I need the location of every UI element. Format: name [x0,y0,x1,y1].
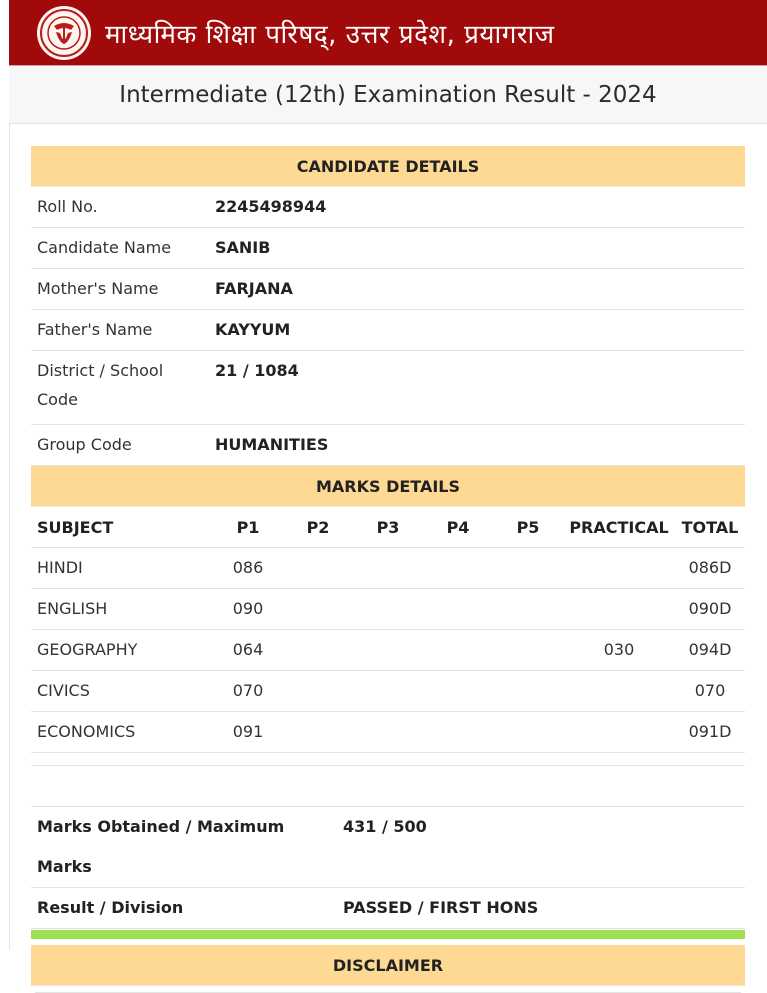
board-title: माध्यमिक शिक्षा परिषद्, उत्तर प्रदेश, प्रयागराज [105,19,555,50]
candidate-row-father [31,310,745,351]
marks-header-row [31,507,745,548]
marks-cell-total: 094D [675,630,745,671]
marks-cell-practical [563,548,675,589]
marks-table [31,507,745,753]
pass-status-bar [31,930,745,939]
candidate-row-district-school [31,351,745,425]
marks-cell-subject: GEOGRAPHY [31,630,213,671]
marks-cell-p1: 064 [213,630,283,671]
exam-title-bar [9,66,767,124]
candidate-row-mother [31,269,745,310]
candidate-name-label: Candidate Name [31,228,209,269]
marks-cell-total: 086D [675,548,745,589]
group-code-value: HUMANITIES [209,425,745,466]
marks-row-english [31,589,745,630]
marks-cell-practical [563,589,675,630]
marks-cell-total: 070 [675,671,745,712]
marks-cell-practical [563,671,675,712]
marks-cell-subject: ECONOMICS [31,712,213,753]
marks-cell-p1: 070 [213,671,283,712]
marks-cell-p4 [423,548,493,589]
marks-obtained-value: 431 / 500 [337,807,745,888]
marks-cell-p1: 086 [213,548,283,589]
marks-cell-subject: ENGLISH [31,589,213,630]
col-p1: P1 [213,507,283,548]
marks-cell-p5 [493,671,563,712]
marks-summary-row [31,807,745,888]
col-p3: P3 [353,507,423,548]
disclaimer-header: DISCLAIMER [31,945,745,986]
marks-cell-p3 [353,630,423,671]
marks-cell-p2 [283,712,353,753]
result-division-value: PASSED / FIRST HONS [337,888,745,929]
marks-row-economics [31,712,745,753]
mother-name-value: FARJANA [209,269,745,310]
candidate-row-group [31,425,745,466]
marks-cell-p3 [353,589,423,630]
marks-row-geography [31,630,745,671]
marks-cell-p4 [423,712,493,753]
exam-title: Intermediate (12th) Examination Result - 2024 [119,81,657,108]
district-school-value: 21 / 1084 [209,351,745,425]
marks-cell-total: 090D [675,589,745,630]
board-banner [9,0,767,66]
roll-no-label: Roll No. [31,187,209,228]
marks-cell-p1: 090 [213,589,283,630]
father-name-value: KAYYUM [209,310,745,351]
marks-cell-p2 [283,589,353,630]
marks-cell-p4 [423,589,493,630]
marks-cell-p3 [353,671,423,712]
district-school-label: District / School Code [31,351,209,425]
marks-cell-p2 [283,630,353,671]
col-p2: P2 [283,507,353,548]
col-p5: P5 [493,507,563,548]
marks-cell-practical: 030 [563,630,675,671]
marks-cell-p2 [283,671,353,712]
result-division-label: Result / Division [31,888,337,929]
roll-no-value: 2245498944 [209,187,745,228]
marks-cell-practical [563,712,675,753]
col-p4: P4 [423,507,493,548]
marks-cell-p5 [493,712,563,753]
table-gap [31,766,745,807]
up-board-emblem-icon [37,6,91,60]
marks-cell-p5 [493,630,563,671]
col-practical: PRACTICAL [563,507,675,548]
candidate-details-header: CANDIDATE DETAILS [31,146,745,187]
candidate-row-name [31,228,745,269]
marks-cell-p2 [283,548,353,589]
summary-table [31,807,745,929]
table-spacer [31,753,745,766]
group-code-label: Group Code [31,425,209,466]
marks-obtained-label: Marks Obtained / Maximum Marks [31,807,337,888]
marks-cell-p1: 091 [213,712,283,753]
marks-details-header: MARKS DETAILS [31,466,745,507]
marks-cell-p3 [353,548,423,589]
col-subject: SUBJECT [31,507,213,548]
father-name-label: Father's Name [31,310,209,351]
marks-cell-subject: CIVICS [31,671,213,712]
candidate-row-roll-no [31,187,745,228]
marks-cell-p4 [423,671,493,712]
candidate-details-table [31,187,745,466]
marks-cell-subject: HINDI [31,548,213,589]
marks-row-hindi [31,548,745,589]
marks-row-civics [31,671,745,712]
mother-name-label: Mother's Name [31,269,209,310]
marks-cell-p5 [493,589,563,630]
col-total: TOTAL [675,507,745,548]
marks-cell-p5 [493,548,563,589]
result-content [31,146,745,993]
candidate-name-value: SANIB [209,228,745,269]
result-row [31,888,745,929]
marks-cell-p3 [353,712,423,753]
marks-cell-total: 091D [675,712,745,753]
marks-cell-p4 [423,630,493,671]
